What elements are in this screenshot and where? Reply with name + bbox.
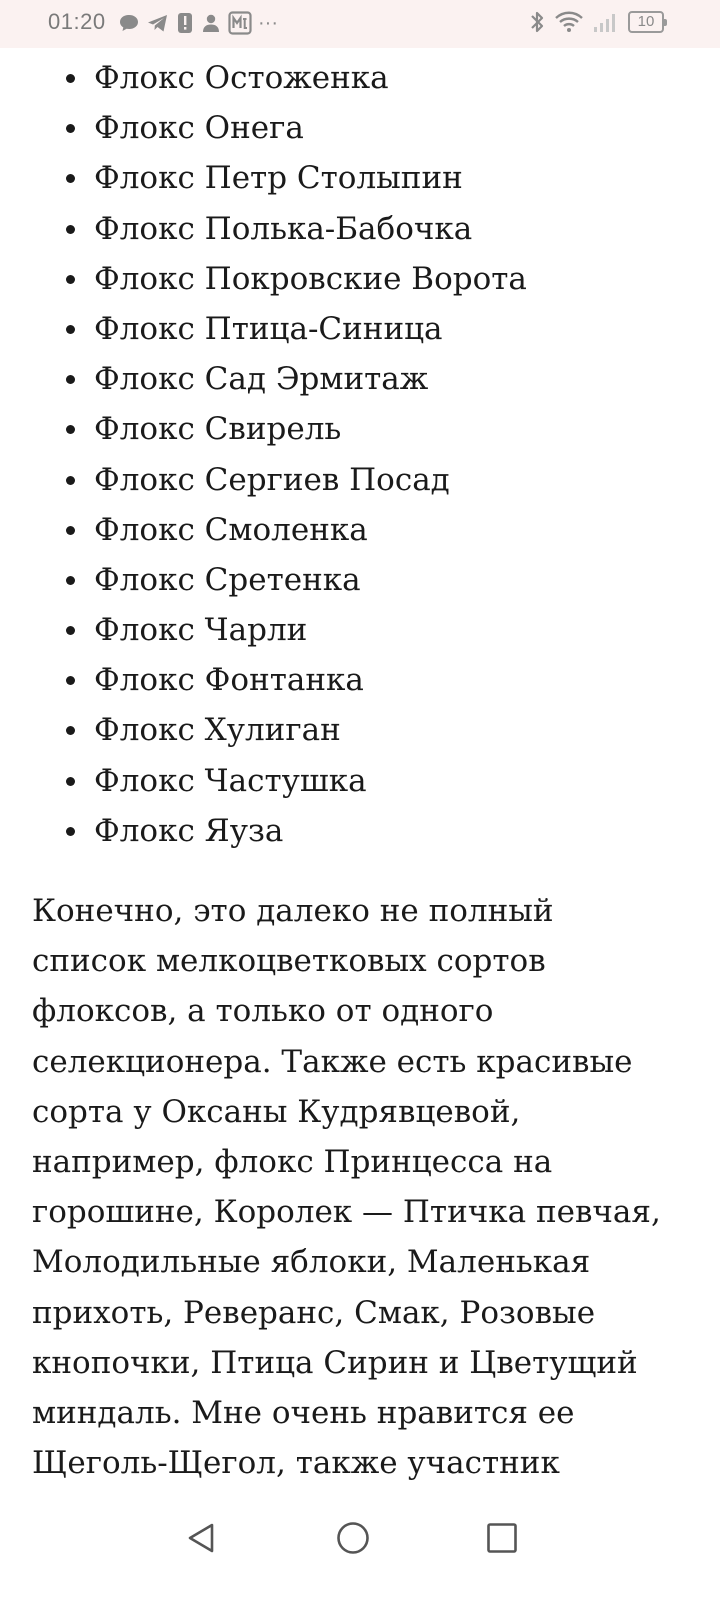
signal-icon bbox=[592, 10, 620, 34]
back-button[interactable] bbox=[172, 1508, 232, 1568]
navigation-bar bbox=[0, 1490, 720, 1600]
home-icon bbox=[335, 1520, 371, 1556]
list-item: Флокс Птица-Синица bbox=[0, 304, 720, 354]
battery-icon bbox=[628, 11, 664, 33]
bluetooth-icon bbox=[528, 9, 546, 35]
list-item: Флокс Петр Столыпин bbox=[0, 153, 720, 203]
chat-bubble-icon bbox=[118, 12, 140, 34]
alert-icon bbox=[176, 11, 194, 35]
status-time: 01:20 bbox=[48, 9, 106, 34]
system-icons bbox=[528, 8, 664, 36]
list-item: Флокс Фонтанка bbox=[0, 655, 720, 705]
list-item: Флокс Полька-Бабочка bbox=[0, 204, 720, 254]
list-item: Флокс Яуза bbox=[0, 806, 720, 856]
list-item: Флокс Частушка bbox=[0, 756, 720, 806]
battery-level: 10 bbox=[637, 13, 655, 30]
list-item: Флокс Смоленка bbox=[0, 505, 720, 555]
mts-app-icon bbox=[228, 11, 252, 35]
article-paragraph: Конечно, это далеко не полный список мелкоцветковых сортов флоксов, а только от одного селекционера. Также есть красивые сорта у Оксаны Кудрявцевой, например, флокс Принцесса на горошине, Королек — Птичка певчая, Молодильные яблоки, Маленькая прихоть, Реверанс, Смак, Розовые кнопочки, Птица Сирин и Цветущий миндаль. Мне очень нравится ее Щеголь-Щегол, также участник bbox=[32, 893, 661, 1482]
list-item: Флокс Чарли bbox=[0, 605, 720, 655]
notification-icons bbox=[118, 10, 278, 36]
list-item: Флокс Хулиган bbox=[0, 705, 720, 755]
back-icon bbox=[184, 1520, 220, 1556]
list-item: Флокс Сретенка bbox=[0, 555, 720, 605]
person-icon bbox=[200, 12, 222, 34]
status-bar bbox=[0, 0, 720, 48]
wifi-icon bbox=[554, 10, 584, 34]
list-item: Флокс Остоженка bbox=[0, 53, 720, 103]
list-item: Флокс Свирель bbox=[0, 404, 720, 454]
home-button[interactable] bbox=[323, 1508, 383, 1568]
phlox-variety-list bbox=[0, 53, 720, 856]
telegram-icon bbox=[146, 12, 170, 34]
more-notifications-indicator: ··· bbox=[258, 12, 278, 34]
list-item: Флокс Сад Эрмитаж bbox=[0, 354, 720, 404]
recents-button[interactable] bbox=[472, 1508, 532, 1568]
recents-icon bbox=[484, 1520, 520, 1556]
list-item: Флокс Покровские Ворота bbox=[0, 254, 720, 304]
list-item: Флокс Онега bbox=[0, 103, 720, 153]
article-content[interactable] bbox=[0, 48, 720, 1490]
list-item: Флокс Сергиев Посад bbox=[0, 455, 720, 505]
